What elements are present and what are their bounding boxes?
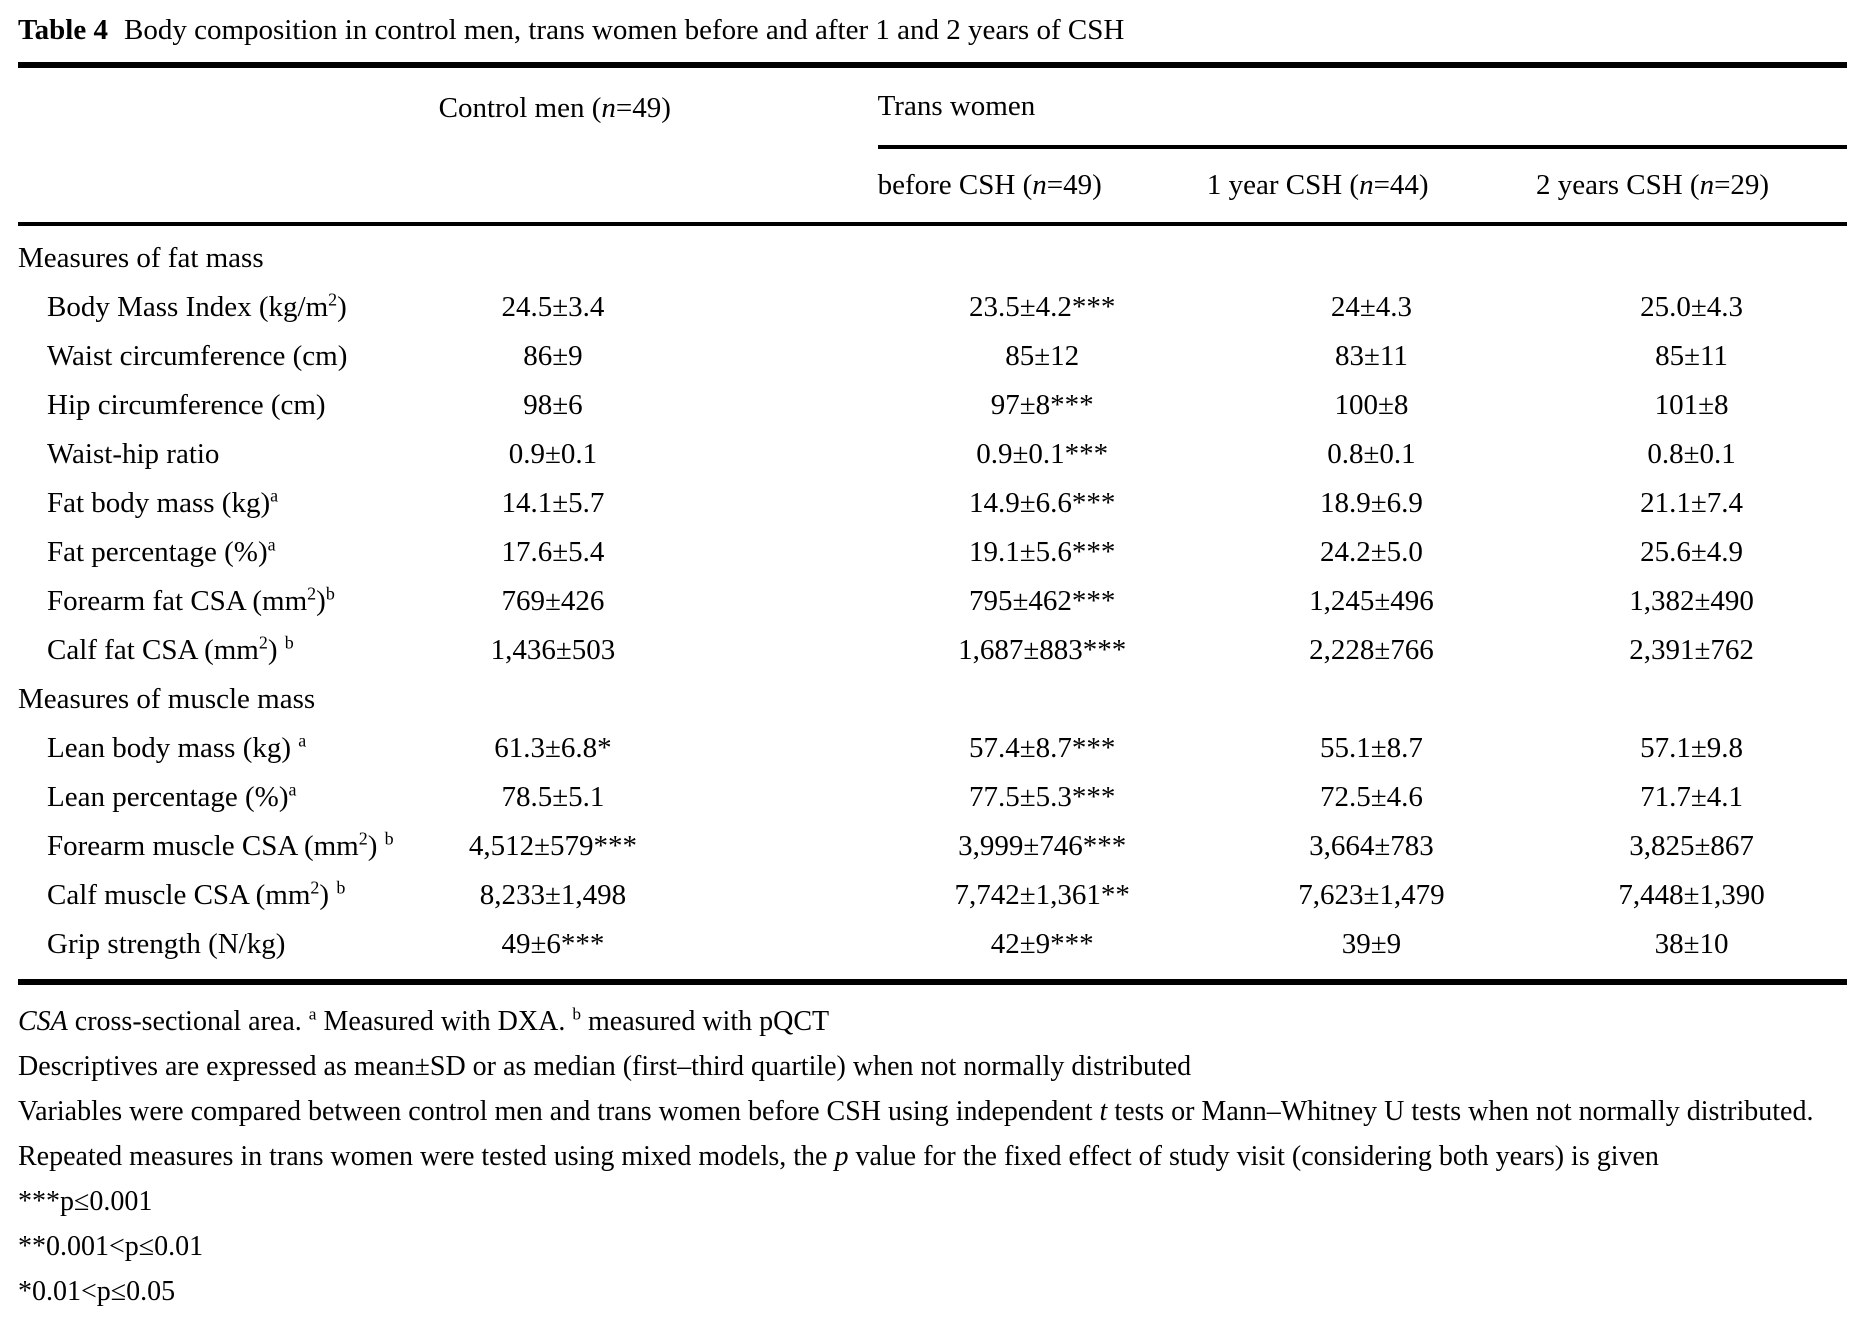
col-header-trans-women: Trans women xyxy=(878,65,1847,147)
table-row xyxy=(18,921,1847,982)
table-row xyxy=(18,480,1847,529)
table-caption xyxy=(18,14,1847,47)
table-row xyxy=(18,774,1847,823)
table-footnotes xyxy=(18,999,1847,1314)
spacer-cell xyxy=(667,382,877,431)
footnote-line: *0.01<p≤0.05 xyxy=(18,1276,176,1307)
value-before-csh: 3,999±746*** xyxy=(958,830,1127,862)
value-control-men: 8,233±1,498 xyxy=(479,879,627,911)
row-label: Hip circumference (cm) xyxy=(47,389,326,421)
sub-header-empty xyxy=(18,147,439,224)
value-2-years-csh: 85±11 xyxy=(1655,340,1728,372)
row-label: Fat body mass (kg)$^a$ xyxy=(47,485,279,519)
spacer-cell xyxy=(667,578,877,627)
row-label: Waist-hip ratio xyxy=(47,438,220,470)
row-label: Waist circumference (cm) xyxy=(47,340,348,372)
value-control-men: 49±6*** xyxy=(439,921,668,982)
spacer-cell xyxy=(667,872,877,921)
value-before-csh: 23.5±4.2*** xyxy=(969,291,1116,323)
value-before-csh: 14.9±6.6*** xyxy=(969,487,1116,519)
section-row xyxy=(18,224,1847,284)
value-before-csh: 7,742±1,361** xyxy=(954,879,1130,911)
value-control-men: 769±426 xyxy=(501,585,605,617)
value-2-years-csh: 25.6±4.9 xyxy=(1640,536,1743,568)
value-2-years-csh: 25.0±4.3 xyxy=(1640,291,1743,323)
spacer-cell xyxy=(667,627,877,676)
value-1-year-csh: 7,623±1,479 xyxy=(1298,879,1445,911)
col-header-1-year-csh: 1 year CSH (n=44) xyxy=(1207,147,1536,224)
value-before-csh: 0.9±0.1*** xyxy=(976,438,1109,470)
value-2-years-csh: 101±8 xyxy=(1654,389,1729,421)
value-2-years-csh: 1,382±490 xyxy=(1629,585,1754,617)
col-header-2-years-csh: 2 years CSH (n=29) xyxy=(1536,147,1847,224)
table-caption-number: Table 4 xyxy=(18,14,108,46)
value-control-men: 14.1±5.7 xyxy=(501,487,605,519)
row-label: Calf fat CSA $(mm^2)$ $^b$ xyxy=(47,632,294,666)
value-control-men: 24.5±3.4 xyxy=(501,291,605,323)
sub-header-empty xyxy=(439,147,878,224)
value-before-csh: 1,687±883*** xyxy=(958,634,1127,666)
value-1-year-csh: 2,228±766 xyxy=(1309,634,1434,666)
spacer-cell xyxy=(667,823,877,872)
row-label: Forearm muscle CSA $(mm^2)$ $^b$ xyxy=(47,828,394,862)
value-control-men: 0.9±0.1 xyxy=(508,438,598,470)
row-label: Forearm fat CSA $(mm^2)^b$ xyxy=(47,583,335,617)
value-before-csh: 19.1±5.6*** xyxy=(969,536,1116,568)
footnote-line: Variables were compared between control men and trans women before CSH using independent t tests or Mann–Whitney U tests when not normally distributed. Repeated measures in trans women were tested using mixed models, the p value for the fixed effect of study visit (considering both years) is given xyxy=(18,1096,1814,1172)
section-row xyxy=(18,676,1847,725)
value-control-men: 78.5±5.1 xyxy=(501,781,605,813)
spacer-cell xyxy=(667,921,877,982)
row-label: Calf muscle CSA $(mm^2)$ $^b$ xyxy=(47,877,346,911)
body-composition-table xyxy=(18,62,1847,985)
table-row xyxy=(18,823,1847,872)
value-before-csh: 57.4±8.7*** xyxy=(969,732,1116,764)
spacer-cell xyxy=(667,774,877,823)
value-before-csh: 97±8*** xyxy=(990,389,1094,421)
value-before-csh: 42±9*** xyxy=(878,921,1207,982)
row-label: Lean body mass (kg) $^a$ xyxy=(47,730,307,764)
value-1-year-csh: 1,245±496 xyxy=(1309,585,1434,617)
value-2-years-csh: 3,825±867 xyxy=(1629,830,1754,862)
spacer-cell xyxy=(667,333,877,382)
row-label: Lean percentage (%)$^a$ xyxy=(47,779,297,813)
table-row xyxy=(18,872,1847,921)
col-header-before-csh: before CSH (n=49) xyxy=(878,147,1207,224)
table-row xyxy=(18,627,1847,676)
table-row xyxy=(18,725,1847,774)
section-label: Measures of fat mass xyxy=(18,242,264,274)
value-1-year-csh: 3,664±783 xyxy=(1309,830,1434,862)
footnote-line: CSA cross-sectional area. $^a$ Measured with DXA. $^b$ measured with pQCT xyxy=(18,1004,830,1037)
value-1-year-csh: 100±8 xyxy=(1334,389,1409,421)
row-label: Body Mass Index $(kg/m^2)$ xyxy=(47,289,347,323)
value-1-year-csh: 72.5±4.6 xyxy=(1319,781,1423,813)
value-2-years-csh: 0.8±0.1 xyxy=(1647,438,1736,470)
value-2-years-csh: 7,448±1,390 xyxy=(1618,879,1765,911)
value-control-men: 1,436±503 xyxy=(490,634,616,666)
footnote-line: Descriptives are expressed as mean±SD or as median (first–third quartile) when not normally distributed xyxy=(18,1051,1192,1082)
value-1-year-csh: 39±9 xyxy=(1207,921,1536,982)
table-row xyxy=(18,284,1847,333)
table-caption-text: Body composition in control men, trans women before and after 1 and 2 years of CSH xyxy=(124,14,1125,46)
value-1-year-csh: 24.2±5.0 xyxy=(1319,536,1423,568)
value-2-years-csh: 2,391±762 xyxy=(1629,634,1754,666)
spacer-cell xyxy=(667,431,877,480)
footnote-line: **0.001<p≤0.01 xyxy=(18,1231,204,1262)
row-label: Grip strength (N/kg) xyxy=(18,921,439,982)
value-1-year-csh: 18.9±6.9 xyxy=(1319,487,1423,519)
table-row xyxy=(18,431,1847,480)
value-control-men: 61.3±6.8* xyxy=(494,732,612,764)
spacer-cell xyxy=(667,529,877,578)
value-2-years-csh: 38±10 xyxy=(1536,921,1847,982)
value-2-years-csh: 57.1±9.8 xyxy=(1640,732,1743,764)
value-before-csh: 85±12 xyxy=(1005,340,1080,372)
value-control-men: 4,512±579*** xyxy=(468,830,638,862)
value-1-year-csh: 55.1±8.7 xyxy=(1319,732,1423,764)
section-label: Measures of muscle mass xyxy=(18,683,316,715)
value-control-men: 86±9 xyxy=(523,340,583,372)
table-body xyxy=(18,224,1847,982)
value-before-csh: 795±462*** xyxy=(969,585,1116,617)
value-1-year-csh: 0.8±0.1 xyxy=(1327,438,1416,470)
table-row xyxy=(18,333,1847,382)
value-1-year-csh: 83±11 xyxy=(1335,340,1408,372)
spacer-cell xyxy=(667,725,877,774)
table-row xyxy=(18,578,1847,627)
value-control-men: 17.6±5.4 xyxy=(501,536,605,568)
table-row xyxy=(18,529,1847,578)
table-row xyxy=(18,382,1847,431)
sub-header-row xyxy=(18,147,1847,224)
value-2-years-csh: 71.7±4.1 xyxy=(1640,781,1743,813)
col-header-control-men: Control men (n=49) xyxy=(438,92,671,124)
spacer-cell xyxy=(667,480,877,529)
value-before-csh: 77.5±5.3*** xyxy=(969,781,1116,813)
spacer-cell xyxy=(667,284,877,333)
value-control-men: 98±6 xyxy=(523,389,583,421)
group-header-row xyxy=(18,65,1847,147)
footnote-line: ***p≤0.001 xyxy=(18,1186,153,1217)
value-2-years-csh: 21.1±7.4 xyxy=(1640,487,1743,519)
value-1-year-csh: 24±4.3 xyxy=(1330,291,1413,323)
group-header-empty xyxy=(18,65,439,147)
row-label: Fat percentage (%)$^a$ xyxy=(47,534,276,568)
